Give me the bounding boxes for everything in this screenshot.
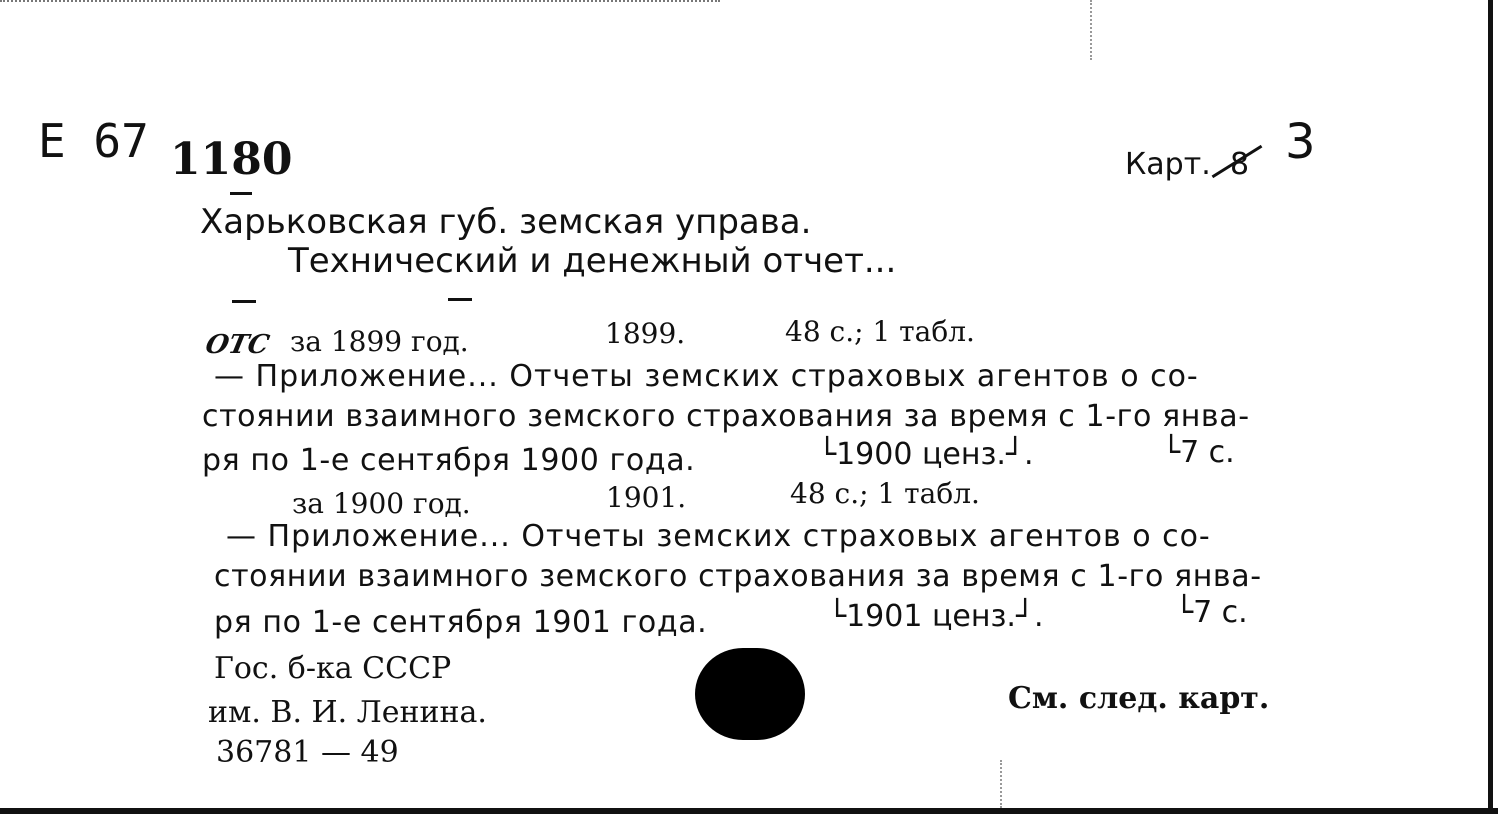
entry-pages: └7 с. — [1162, 435, 1235, 470]
entry-pages: └7 с. — [1175, 595, 1248, 630]
punch-hole — [695, 648, 805, 740]
entry-text-line: ря по 1-е сентября 1900 года. — [202, 443, 696, 478]
card-number: 3 — [1285, 114, 1316, 170]
scan-edge-line — [0, 0, 720, 3]
censor-text: 1901 ценз. — [846, 599, 1016, 634]
entry-text-line: ря по 1-е сентября 1901 года. — [214, 605, 708, 640]
library-order-number: 36781 — 49 — [216, 735, 399, 770]
author-heading: Харьковская губ. земская управа. — [200, 202, 812, 242]
entry-text-line: — Приложение... Отчеты земских страховых агентов о со- — [214, 359, 1199, 394]
entry-period: за 1899 год. — [290, 325, 469, 358]
library-name: Гос. б-ка СССР — [214, 651, 452, 686]
continuation-note: См. след. карт. — [1008, 681, 1270, 716]
entry-period: за 1900 год. — [292, 487, 471, 520]
ruling-line — [1000, 760, 1002, 808]
entry-text-line: стоянии взаимного земского страхования за время с 1-го янва- — [214, 559, 1262, 594]
entry-censor: └1900 ценз.┘. — [818, 437, 1034, 472]
work-title: Технический и денежный отчет... — [288, 241, 897, 281]
ruling-mark — [232, 300, 256, 303]
pages-text: 7 с. — [1193, 595, 1248, 630]
card-label: Карт. — [1125, 147, 1211, 182]
entry-censor: └1901 ценз.┘. — [828, 599, 1044, 634]
entry-year: 1899. — [605, 317, 686, 350]
ruling-mark — [448, 298, 472, 301]
entry-year: 1901. — [606, 481, 687, 514]
card-edge-bottom — [0, 808, 1498, 814]
ruling-line — [1090, 0, 1092, 60]
card-edge-right — [1488, 0, 1493, 814]
entry-pages: 48 с.; 1 табл. — [785, 315, 975, 348]
call-number-mark — [230, 192, 252, 195]
entry-text-line: стоянии взаимного земского страхования за время с 1-го янва- — [202, 399, 1250, 434]
entry-text-line: — Приложение... Отчеты земских страховых агентов о со- — [226, 519, 1211, 554]
censor-text: 1900 ценз. — [836, 437, 1006, 472]
call-number: 1180 — [170, 134, 293, 185]
card-old-number: 8 — [1230, 147, 1250, 182]
pages-text: 7 с. — [1180, 435, 1235, 470]
library-name-cont: им. В. И. Ленина. — [208, 695, 487, 730]
entry-pages: 48 с.; 1 табл. — [790, 477, 980, 510]
call-number-prefix: Е 67 — [38, 114, 149, 168]
handwritten-prefix: ОТС — [202, 330, 272, 360]
